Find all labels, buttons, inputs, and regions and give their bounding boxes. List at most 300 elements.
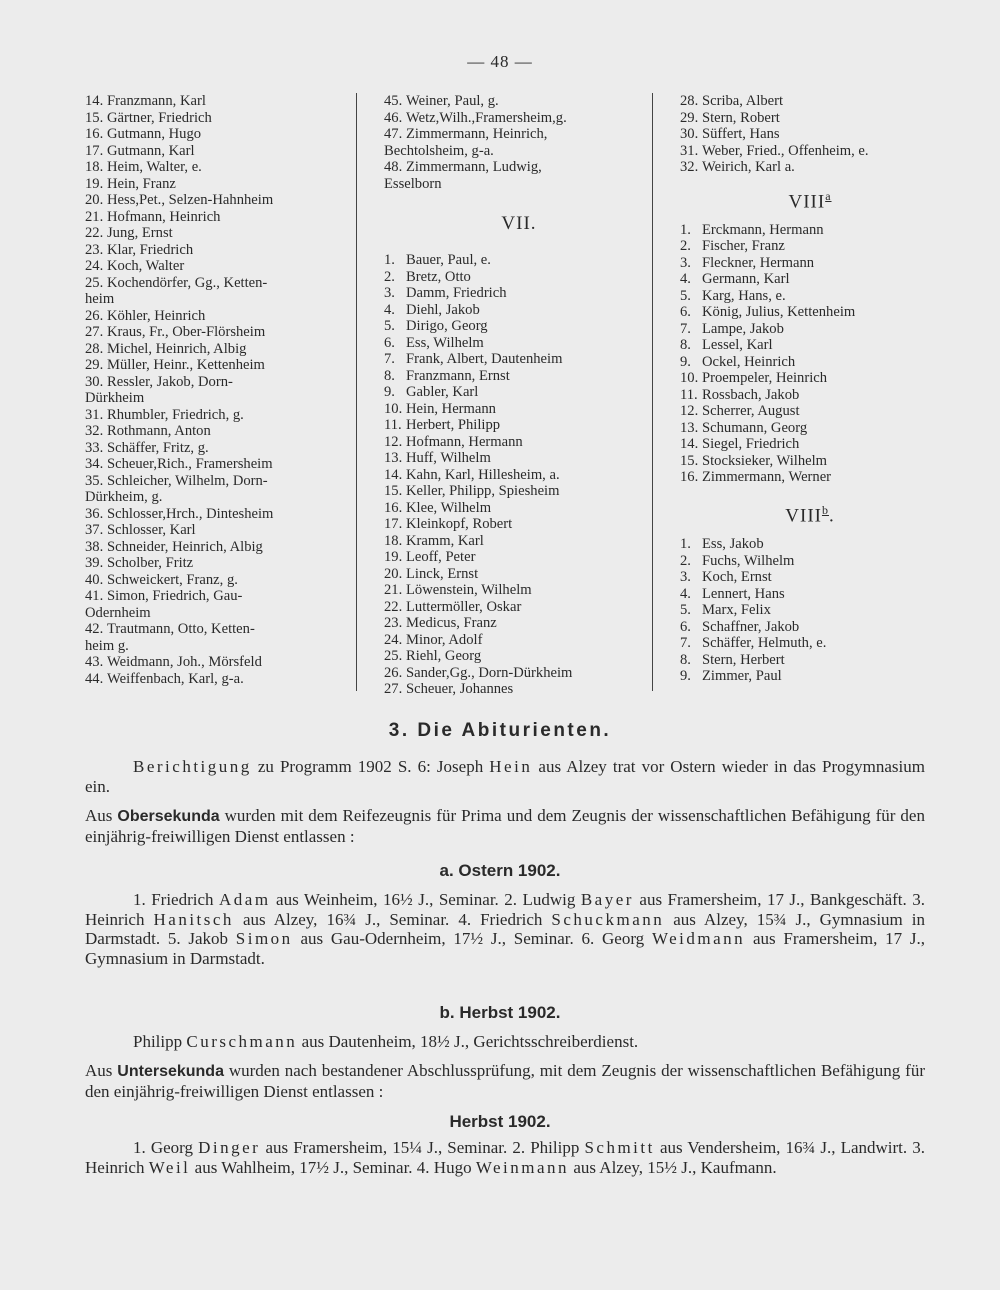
list-item xyxy=(384,516,654,533)
student-list xyxy=(680,93,940,176)
list-item xyxy=(384,681,654,698)
paragraph-text: aus Alzey, 16¾ J., Seminar. 4. Friedrich xyxy=(233,909,552,929)
list-item-number: 24. xyxy=(384,631,403,648)
list-item-number: 28. xyxy=(680,93,699,109)
class-heading-viiib xyxy=(680,500,940,526)
list-item-number: 30. xyxy=(85,373,104,390)
student-name: Adam xyxy=(219,890,271,909)
list-item-text: Hofmann, Hermann xyxy=(406,433,523,450)
list-item-number: 24. xyxy=(85,258,104,274)
list-item-number: 20. xyxy=(85,192,104,208)
list-item xyxy=(85,176,353,193)
herbst-text xyxy=(85,1032,925,1052)
list-item xyxy=(680,569,940,586)
list-item-number: 21. xyxy=(384,582,403,598)
list-item-text: Frank, Albert, Dautenheim xyxy=(406,351,563,367)
list-item xyxy=(680,143,940,160)
list-item-number: 33. xyxy=(85,439,104,456)
list-item xyxy=(680,222,940,239)
list-item xyxy=(85,440,353,457)
list-item-text: Scholber, Fritz xyxy=(107,555,194,571)
list-item xyxy=(85,473,353,490)
list-item-number: 19. xyxy=(384,549,403,565)
list-item xyxy=(85,539,353,556)
list-item-number: 9. xyxy=(680,353,691,370)
list-item xyxy=(384,417,654,434)
list-item-text: Weber, Fried., Offenheim, e. xyxy=(702,142,869,159)
student-list xyxy=(680,536,940,685)
list-item-number: 45. xyxy=(384,93,403,109)
list-item-number: 32. xyxy=(680,159,699,175)
list-item-number: 46. xyxy=(384,109,403,126)
list-item-text: Gabler, Karl xyxy=(406,384,479,400)
class-heading-main: VIII xyxy=(788,190,826,212)
student-column-2 xyxy=(384,93,654,698)
list-item-continuation: heim xyxy=(85,291,115,307)
student-name: Weidmann xyxy=(651,929,746,948)
list-item xyxy=(680,304,940,321)
list-item-number: 1. xyxy=(680,221,691,238)
list-item xyxy=(85,572,353,589)
list-item-text: Rhumbler, Friedrich, g. xyxy=(107,406,244,423)
list-item-text: Fleckner, Hermann xyxy=(702,254,815,271)
list-item-number: 25. xyxy=(384,648,403,664)
list-item xyxy=(384,269,654,286)
list-item xyxy=(680,288,940,305)
list-item xyxy=(85,143,353,160)
abiturienten-heading: 3. Die Abiturienten. xyxy=(388,720,612,741)
list-item-text: Luttermöller, Oskar xyxy=(406,598,522,615)
list-item-text: Ess, Wilhelm xyxy=(406,334,484,351)
column-divider xyxy=(356,93,357,691)
paragraph-text: aus Framersheim, 15¼ J., Seminar. 2. Philipp xyxy=(260,1138,585,1157)
list-item-text: Damm, Friedrich xyxy=(406,285,507,301)
student-list xyxy=(680,222,940,486)
list-item xyxy=(384,483,654,500)
list-item-text: Stern, Robert xyxy=(702,109,780,126)
list-item-number: 38. xyxy=(85,538,104,555)
list-item-number: 15. xyxy=(680,452,699,469)
list-item-number: 15. xyxy=(384,483,403,499)
list-item-number: 12. xyxy=(384,433,403,450)
list-item-continuation: Esselborn xyxy=(384,175,442,192)
herbst2-heading: Herbst 1902. xyxy=(449,1112,551,1131)
list-item-number: 14. xyxy=(384,466,403,483)
list-item xyxy=(384,615,654,632)
list-item xyxy=(384,252,654,269)
list-item-text: Weiner, Paul, g. xyxy=(406,93,499,109)
list-item-number: 37. xyxy=(85,522,104,538)
list-item-number: 48. xyxy=(384,159,403,175)
list-item-text: Ressler, Jakob, Dorn- xyxy=(107,373,233,390)
list-item xyxy=(85,522,353,539)
list-item-number: 8. xyxy=(680,337,691,354)
ostern-heading: a. Ostern 1902. xyxy=(439,861,561,880)
list-item xyxy=(85,588,353,605)
list-item-text: Ess, Jakob xyxy=(702,536,764,553)
list-item xyxy=(680,453,940,470)
list-item-number: 40. xyxy=(85,571,104,588)
list-item-number: 17. xyxy=(384,516,403,532)
list-item-number: 39. xyxy=(85,555,104,571)
list-item-text: Scherrer, August xyxy=(702,403,800,420)
list-item xyxy=(85,159,353,176)
list-item xyxy=(680,635,940,652)
list-item-text: Gutmann, Karl xyxy=(107,142,195,159)
list-item xyxy=(384,384,654,401)
obersekunda-class: Obersekunda xyxy=(117,808,220,825)
list-item-number: 25. xyxy=(85,274,104,291)
list-item-text: Hein, Franz xyxy=(107,175,176,192)
list-item-text: Süffert, Hans xyxy=(702,126,780,142)
list-item-number: 2. xyxy=(680,238,691,255)
list-item-text: Lennert, Hans xyxy=(702,585,785,602)
list-item-text: Kahn, Karl, Hillesheim, a. xyxy=(406,466,560,483)
list-item-number: 28. xyxy=(85,340,104,357)
list-item xyxy=(85,242,353,259)
list-item xyxy=(680,271,940,288)
paragraph-text: aus Alzey, 15¾ J., Gymnasium in Darmstadt. 5. Jakob xyxy=(85,909,925,948)
list-item-text: Rossbach, Jakob xyxy=(702,386,800,403)
list-item-text: Schleicher, Wilhelm, Dorn- xyxy=(107,472,268,489)
list-item-text: Simon, Friedrich, Gau- xyxy=(107,588,243,604)
student-name: Curschmann xyxy=(186,1032,298,1051)
list-item-number: 16. xyxy=(680,469,699,486)
list-item-text: Keller, Philipp, Spiesheim xyxy=(406,483,560,499)
list-item xyxy=(85,671,353,688)
list-item-number: 11. xyxy=(384,417,402,433)
list-item-text: Schaffner, Jakob xyxy=(702,618,800,635)
list-item-number: 22. xyxy=(384,598,403,615)
paragraph-text: aus Framersheim, 17 J., Bankgeschäft. 3. Heinrich xyxy=(85,890,926,929)
student-name: Schmitt xyxy=(584,1138,655,1157)
list-item xyxy=(680,668,940,685)
list-item xyxy=(680,403,940,420)
list-item-text: Erckmann, Hermann xyxy=(702,221,824,238)
list-item-number: 14. xyxy=(680,436,699,453)
list-item xyxy=(384,632,654,649)
list-item xyxy=(384,665,654,682)
student-name: Dinger xyxy=(198,1138,261,1157)
list-item-number: 13. xyxy=(384,450,403,466)
list-item-text: Scheuer, Johannes xyxy=(406,681,514,697)
list-item-text: Bauer, Paul, e. xyxy=(406,252,491,268)
paragraph-text: aus Vendersheim, 16¾ J., Landwirt. 3. Heinrich xyxy=(85,1138,925,1177)
list-item xyxy=(680,159,940,176)
list-item-text: Ockel, Heinrich xyxy=(702,353,796,370)
list-item-text: Germann, Karl xyxy=(702,271,790,288)
list-item-number: 22. xyxy=(85,225,104,241)
list-item-number: 8. xyxy=(680,651,691,668)
list-item-number: 31. xyxy=(85,406,104,423)
list-item xyxy=(680,337,940,354)
list-item-text: Koch, Ernst xyxy=(702,569,772,586)
paragraph-text: aus Wahlheim, 17½ J., Seminar. 4. Hugo xyxy=(190,1157,476,1177)
list-item-text: Stocksieker, Wilhelm xyxy=(702,452,828,469)
herbst2-paragraph xyxy=(85,1138,925,1177)
list-item xyxy=(384,302,654,319)
list-item-number: 31. xyxy=(680,142,699,159)
list-item xyxy=(680,110,940,127)
student-name: Simon xyxy=(235,929,293,948)
list-item-number: 12. xyxy=(680,403,699,420)
list-item-number: 26. xyxy=(384,664,403,681)
list-item xyxy=(680,602,940,619)
class-heading-tail: . xyxy=(828,505,835,527)
list-item-text: Karg, Hans, e. xyxy=(702,287,786,304)
untersekunda-class: Untersekunda xyxy=(117,1063,224,1080)
list-item-text: Schneider, Heinrich, Albig xyxy=(107,538,263,555)
list-item xyxy=(384,566,654,583)
list-item-text: Fuchs, Wilhelm xyxy=(702,552,795,569)
list-item-number: 42. xyxy=(85,621,104,637)
list-item xyxy=(680,469,940,486)
list-item xyxy=(680,238,940,255)
list-item-number: 18. xyxy=(384,532,403,549)
list-item xyxy=(384,500,654,517)
list-item-number: 15. xyxy=(85,109,104,126)
list-item-number: 4. xyxy=(680,585,691,602)
student-name: Weil xyxy=(148,1157,191,1177)
list-item-text: Proempeler, Heinrich xyxy=(702,370,828,387)
list-item-text: Hess,Pet., Selzen-Hahnheim xyxy=(107,192,274,208)
list-item-number: 23. xyxy=(85,241,104,258)
list-item-text: Medicus, Franz xyxy=(406,615,497,631)
list-item xyxy=(384,582,654,599)
list-item xyxy=(384,335,654,352)
list-item-number: 6. xyxy=(680,304,691,321)
list-item-text: Schäffer, Fritz, g. xyxy=(107,439,209,456)
class-heading-viiia xyxy=(680,186,940,212)
paragraph-text: aus Framersheim, 17 J., Gymnasium in Darmstadt. xyxy=(85,929,925,968)
list-item-text: Wetz,Wilh.,Framersheim,g. xyxy=(406,109,567,126)
list-item xyxy=(85,324,353,341)
list-item xyxy=(680,255,940,272)
student-name: Hanitsch xyxy=(153,909,234,929)
list-item-text: Heim, Walter, e. xyxy=(107,159,202,175)
list-item-text: Gutmann, Hugo xyxy=(107,126,202,142)
student-list xyxy=(384,93,654,192)
list-item xyxy=(384,368,654,385)
list-item-text: Weirich, Karl a. xyxy=(702,159,795,175)
list-item-text: Löwenstein, Wilhelm xyxy=(406,582,532,598)
list-item xyxy=(384,450,654,467)
list-item-text: Kraus, Fr., Ober-Flörsheim xyxy=(107,324,266,340)
list-item xyxy=(384,648,654,665)
berichtigung-paragraph xyxy=(85,757,925,796)
paragraph-text: aus Gau-Odernheim, 17½ J., Seminar. 6. Georg xyxy=(292,929,652,948)
class-heading-main: VIII xyxy=(785,505,822,527)
list-item-text: Franzmann, Ernst xyxy=(406,367,510,384)
list-item xyxy=(384,401,654,418)
herbst2-text xyxy=(85,1138,925,1177)
list-item-number: 17. xyxy=(85,142,104,159)
list-item-text: Siegel, Friedrich xyxy=(702,436,800,453)
list-item-text: Zimmer, Paul xyxy=(702,668,782,685)
list-item xyxy=(384,110,654,127)
list-item-text: Herbert, Philipp xyxy=(406,417,501,433)
list-item-number: 1. xyxy=(680,536,691,553)
list-item xyxy=(680,370,940,387)
list-item xyxy=(384,533,654,550)
list-item-text: Weidmann, Joh., Mörsfeld xyxy=(107,654,262,670)
page-number: — 48 — xyxy=(467,52,533,71)
list-item xyxy=(85,275,353,292)
list-item-number: 18. xyxy=(85,159,104,175)
list-item-text: Minor, Adolf xyxy=(406,631,483,648)
list-item-number: 16. xyxy=(384,499,403,516)
list-item-number: 4. xyxy=(384,301,395,318)
list-item-number: 26. xyxy=(85,307,104,324)
list-item-text: Schlosser, Karl xyxy=(107,522,196,538)
untersekunda-pre: Aus xyxy=(85,1061,118,1080)
list-item-text: Trautmann, Otto, Ketten- xyxy=(107,621,255,637)
list-item-text: Lessel, Karl xyxy=(702,337,773,354)
list-item-number: 35. xyxy=(85,472,104,489)
list-item-number: 7. xyxy=(680,635,691,652)
list-item-number: 41. xyxy=(85,588,104,604)
list-item xyxy=(85,258,353,275)
list-item-number: 36. xyxy=(85,505,104,522)
list-item-text: Zimmermann, Werner xyxy=(702,469,832,486)
list-item xyxy=(680,652,940,669)
list-item xyxy=(680,536,940,553)
ostern-text xyxy=(85,890,925,968)
list-item-text: Lampe, Jakob xyxy=(702,320,784,337)
list-item-number: 3. xyxy=(680,254,691,271)
list-item xyxy=(85,654,353,671)
list-item-number: 47. xyxy=(384,126,403,142)
list-item xyxy=(384,159,654,176)
list-item-text: König, Julius, Kettenheim xyxy=(702,304,856,321)
list-item-text: Schweickert, Franz, g. xyxy=(107,571,238,588)
untersekunda-text: wurden nach bestandener Abschlussprüfung, mit dem Zeugnis der wissenschaftlichen Befähigung für den einjährig-freiwilligen Dienst entlassen : xyxy=(85,1061,925,1101)
herbst-heading: b. Herbst 1902. xyxy=(439,1003,561,1022)
list-item xyxy=(384,318,654,335)
list-item xyxy=(85,110,353,127)
list-item-text: Fischer, Franz xyxy=(702,238,785,255)
list-item-text: Scheuer,Rich., Framersheim xyxy=(107,456,273,472)
list-item-number: 5. xyxy=(384,318,395,334)
berichtigung-name: Hein xyxy=(489,757,533,776)
list-item-number: 7. xyxy=(680,320,691,337)
list-item xyxy=(680,321,940,338)
list-item-text: Zimmermann, Heinrich, xyxy=(406,126,548,142)
list-item-number: 5. xyxy=(680,602,691,619)
list-item-number: 34. xyxy=(85,456,104,472)
list-item-text: Bretz, Otto xyxy=(406,268,471,285)
list-item xyxy=(85,374,353,391)
list-item xyxy=(384,434,654,451)
list-item-number: 43. xyxy=(85,654,104,670)
list-item-text: Kramm, Karl xyxy=(406,532,484,549)
herbst-paragraph xyxy=(85,1032,925,1052)
list-item xyxy=(85,423,353,440)
list-item xyxy=(384,285,654,302)
list-item-text: Hofmann, Heinrich xyxy=(107,208,221,225)
list-item-number: 10. xyxy=(384,400,403,417)
list-item-text: Klar, Friedrich xyxy=(107,241,194,258)
list-item-number: 29. xyxy=(85,357,104,373)
list-item-text: Stern, Herbert xyxy=(702,651,785,668)
list-item xyxy=(85,456,353,473)
berichtigung-text: aus Alzey trat vor Ostern wieder in das Progymnasium ein. xyxy=(85,757,925,796)
untersekunda-paragraph xyxy=(85,1061,925,1101)
list-item-number: 9. xyxy=(384,384,395,400)
list-item-text: Rothmann, Anton xyxy=(107,423,211,439)
list-item-number: 27. xyxy=(384,681,403,697)
list-item-text: Dirigo, Georg xyxy=(406,318,488,334)
berichtigung-text: zu Programm 1902 S. 6: Joseph xyxy=(251,757,490,776)
list-item-number: 6. xyxy=(384,334,395,351)
list-item xyxy=(384,599,654,616)
list-item-number: 30. xyxy=(680,126,699,142)
list-item xyxy=(85,308,353,325)
list-item-number: 20. xyxy=(384,565,403,582)
obersekunda-paragraph xyxy=(85,806,925,846)
list-item xyxy=(85,357,353,374)
list-item-text: Schäffer, Helmuth, e. xyxy=(702,635,827,652)
list-item xyxy=(680,354,940,371)
list-item-text: Leoff, Peter xyxy=(406,549,476,565)
list-item-text: Schumann, Georg xyxy=(702,419,808,436)
list-item-number: 4. xyxy=(680,271,691,288)
list-item-number: 3. xyxy=(384,285,395,301)
list-item xyxy=(85,126,353,143)
list-item xyxy=(85,209,353,226)
student-list xyxy=(384,252,654,698)
list-item-continuation: Dürkheim, g. xyxy=(85,489,163,505)
list-item-continuation: Odernheim xyxy=(85,604,151,621)
list-item-text: Michel, Heinrich, Albig xyxy=(107,340,247,357)
paragraph-text: aus Alzey, 15½ J., Kaufmann. xyxy=(569,1157,777,1177)
list-item-number: 3. xyxy=(680,569,691,586)
student-name: Schuckmann xyxy=(551,909,665,929)
list-item-number: 14. xyxy=(85,93,104,109)
paragraph-text: 1. Friedrich xyxy=(133,890,220,909)
list-item-number: 13. xyxy=(680,419,699,436)
list-item xyxy=(680,436,940,453)
list-item-text: Schlosser,Hrch., Dintesheim xyxy=(107,505,274,522)
list-item xyxy=(680,387,940,404)
list-item xyxy=(680,93,940,110)
paragraph-text: aus Weinheim, 16½ J., Seminar. 2. Ludwig xyxy=(270,890,581,909)
list-item-text: Jung, Ernst xyxy=(107,225,173,241)
student-column-3 xyxy=(680,93,940,685)
list-item xyxy=(680,553,940,570)
list-item-number: 27. xyxy=(85,324,104,340)
list-item-text: Hein, Hermann xyxy=(406,400,496,417)
student-list xyxy=(85,93,353,687)
class-heading-vii: VII. xyxy=(501,213,537,234)
list-item xyxy=(85,506,353,523)
list-item-text: Linck, Ernst xyxy=(406,565,479,582)
paragraph-text: aus Dautenheim, 18½ J., Gerichtsschreiberdienst. xyxy=(297,1032,639,1051)
list-item-number: 11. xyxy=(680,386,698,403)
list-item xyxy=(384,351,654,368)
list-item-text: Gärtner, Friedrich xyxy=(107,109,212,126)
student-name: Bayer xyxy=(580,890,634,909)
list-item-number: 8. xyxy=(384,367,395,384)
list-item-text: Koch, Walter xyxy=(107,258,185,274)
list-item-number: 23. xyxy=(384,615,403,631)
obersekunda-text: wurden mit dem Reifezeugnis für Prima und dem Zeugnis der wissenschaftlichen Befähigung für den einjährig-freiwilligen Dienst entlassen : xyxy=(85,806,925,846)
list-item xyxy=(85,621,353,638)
list-item-number: 29. xyxy=(680,109,699,126)
list-item-text: Kochendörfer, Gg., Ketten- xyxy=(107,274,268,291)
list-item-number: 19. xyxy=(85,175,104,192)
list-item xyxy=(85,407,353,424)
